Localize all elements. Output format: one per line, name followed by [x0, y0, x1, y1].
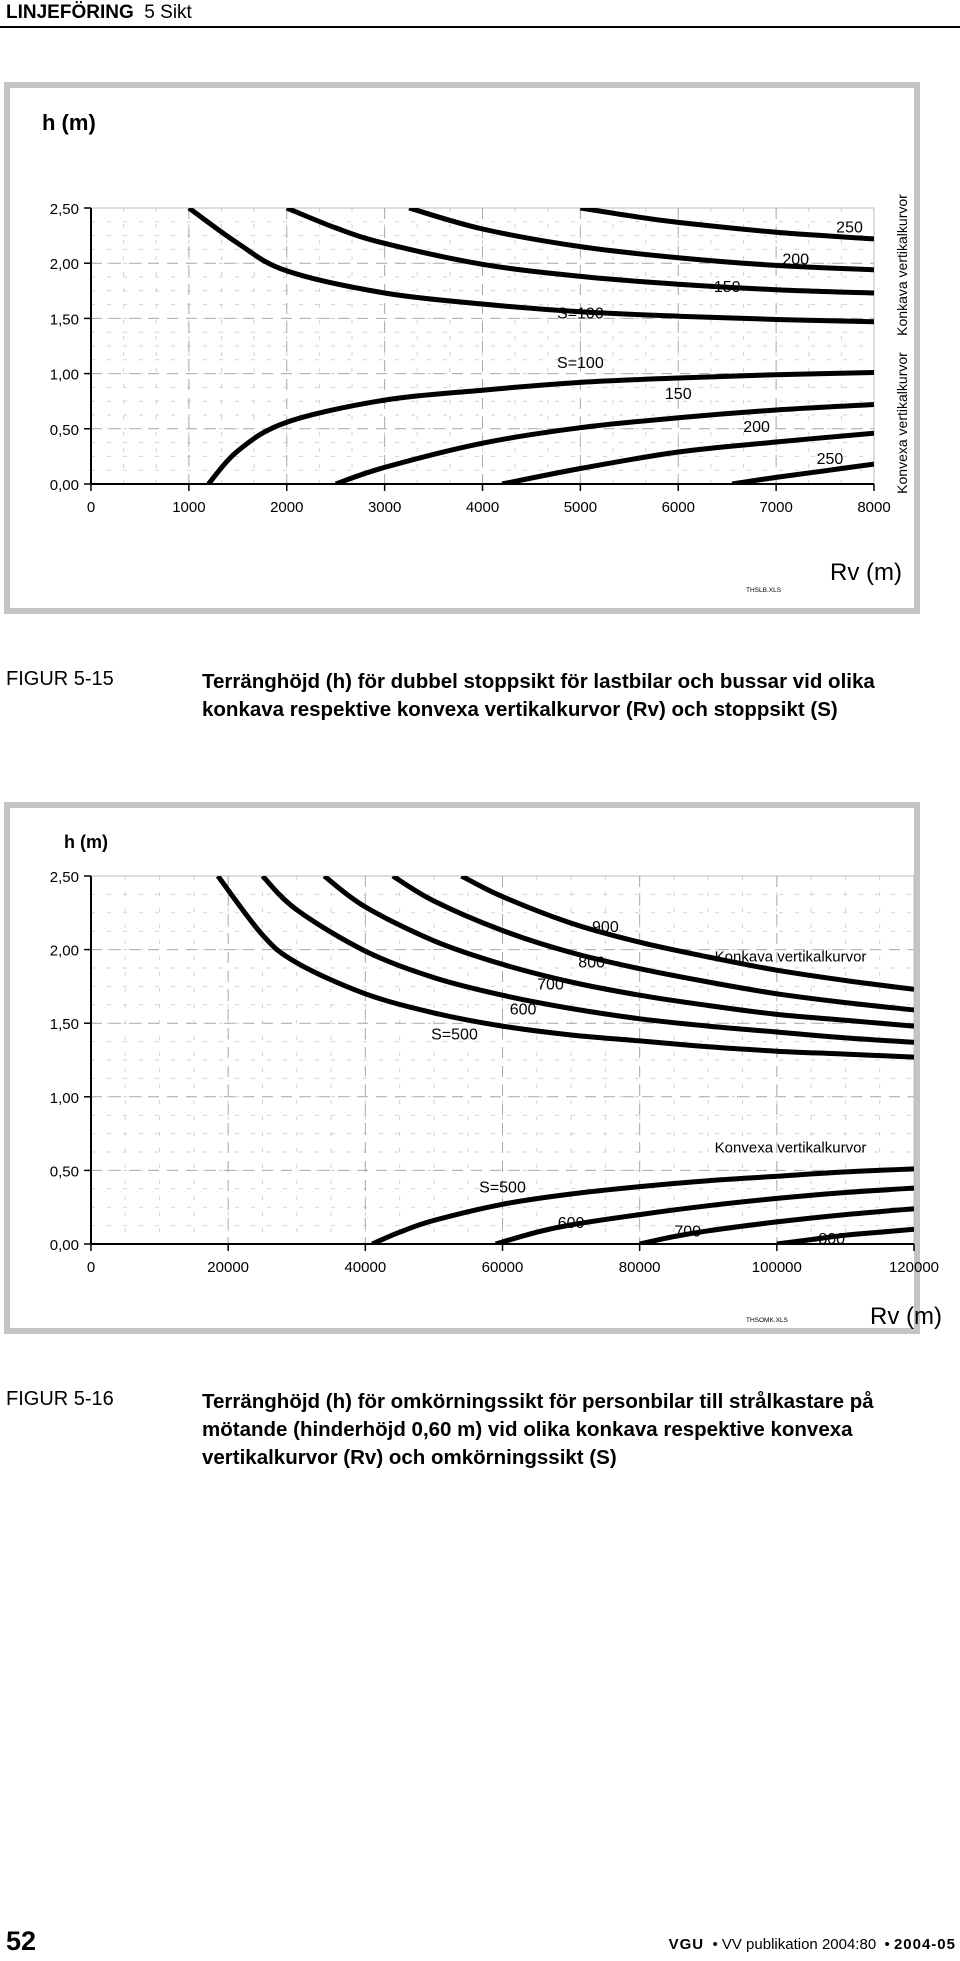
curve-konvexa-250 [732, 464, 874, 484]
y-tick-label: 1,50 [49, 1016, 79, 1034]
curve-label-konvexa-200: 200 [743, 419, 770, 437]
curve-label-konkava-800: 800 [578, 954, 606, 972]
x-tick-label: 6000 [661, 499, 695, 516]
curve-label-konvexa-s-500: S=500 [479, 1179, 526, 1197]
x-axis-title: Rv (m) [870, 1303, 942, 1330]
side-label-konvexa: Konvexa vertikalkurvor [894, 352, 910, 494]
x-tick-label: 40000 [344, 1259, 387, 1276]
curve-konkava-250 [580, 208, 874, 239]
curve-label-konvexa-600: 600 [557, 1214, 585, 1232]
figure-5-16-chart-panel [4, 802, 942, 1334]
figure-5-16-caption: Terränghöjd (h) för omkörningssikt för personbilar till strålkastare på mötande (hinderhöjd 0,60 m) vid olika konkava respektive konvexa vertikalkurvor (Rv) och omkörningssikt (S) [202, 1390, 874, 1469]
x-tick-label: 1000 [172, 499, 206, 516]
curve-label-konkava-600: 600 [509, 1001, 537, 1019]
x-tick-label: 120000 [888, 1259, 940, 1276]
y-tick-label: 0,00 [49, 1237, 79, 1254]
x-tick-label: 4000 [465, 499, 500, 516]
x-tick-label: 20000 [207, 1259, 250, 1276]
x-tick-label: 7000 [759, 499, 793, 516]
curve-konvexa-s-100 [208, 373, 874, 485]
y-axis-title: h (m) [64, 832, 108, 852]
y-tick-label: 1,00 [49, 366, 79, 384]
curve-label-konvexa-700: 700 [674, 1223, 702, 1241]
curve-label-konvexa-800: 800 [818, 1231, 846, 1248]
curve-label-konvexa-250: 250 [816, 451, 844, 469]
y-axis-title: h (m) [42, 110, 96, 135]
x-tick-label: 60000 [481, 1259, 524, 1276]
x-tick-label: 100000 [751, 1259, 802, 1276]
page-number: 52 [6, 1926, 37, 1956]
y-tick-label: 0,00 [49, 477, 79, 494]
curve-label-konkava-900: 900 [592, 918, 619, 936]
curve-label-konvexa-150: 150 [664, 385, 692, 403]
y-tick-label: 2,00 [49, 256, 79, 274]
footer-publication: VV publikation 2004:80 [721, 1936, 877, 1953]
y-tick-label: 2,50 [49, 201, 79, 218]
x-tick-label: 3000 [367, 499, 402, 516]
curve-label-konvexa-s-100: S=100 [557, 355, 604, 373]
x-tick-label: 0 [86, 1259, 96, 1276]
y-tick-label: 2,50 [49, 869, 79, 886]
running-header [6, 2, 192, 24]
figure-5-16-label: FIGUR 5-16 [6, 1388, 114, 1410]
curve-label-konkava-150: 150 [713, 278, 741, 296]
y-tick-label: 0,50 [49, 1163, 79, 1181]
x-tick-label: 80000 [618, 1259, 661, 1276]
side-label-konkava: Konkava vertikalkurvor [894, 194, 910, 336]
footer-publication-line: VGU • VV publikation 2004:80 • 2004-05 [668, 1936, 956, 1953]
x-tick-label: 0 [86, 499, 96, 516]
figure-5-15-label: FIGUR 5-15 [6, 668, 114, 690]
header-rule [0, 26, 960, 28]
y-tick-label: 1,50 [49, 311, 79, 329]
header-subsection: 5 Sikt [144, 2, 192, 23]
figure-5-16-chart [10, 808, 942, 1330]
figure-5-15-caption: Terränghöjd (h) för dubbel stoppsikt för lastbilar och bussar vid olika konkava respektive konvexa vertikalkurvor (Rv) och stoppsikt (S) [202, 670, 875, 721]
curve-label-konkava-250: 250 [836, 219, 863, 237]
curve-konkava-s-500 [218, 876, 914, 1057]
region-label-konkava: Konkava vertikalkurvor [714, 948, 867, 966]
curve-label-konkava-s-500: S=500 [431, 1026, 478, 1044]
y-tick-label: 2,00 [49, 942, 79, 960]
source-file-tag: THSLB.XLS [746, 587, 782, 594]
curves-group [218, 876, 914, 1244]
region-label-konvexa: Konvexa vertikalkurvor [714, 1139, 867, 1157]
figure-5-15-chart [10, 88, 914, 608]
x-axis-title: Rv (m) [830, 559, 902, 586]
curves-group [189, 208, 874, 484]
curve-konvexa-150 [336, 405, 874, 485]
figure-5-15-chart-panel [4, 82, 920, 614]
curve-label-konkava-s-100: S=100 [557, 305, 604, 323]
x-tick-label: 5000 [563, 499, 598, 516]
y-tick-label: 0,50 [49, 421, 79, 439]
x-tick-label: 2000 [270, 499, 304, 516]
y-tick-label: 1,00 [49, 1089, 79, 1107]
curve-label-konkava-700: 700 [537, 976, 564, 994]
source-file-tag: THSOMK.XLS [746, 1317, 788, 1324]
header-section: LINJEFÖRING [6, 2, 134, 23]
curve-label-konkava-200: 200 [782, 251, 810, 269]
footer-date: 2004-05 [893, 1936, 956, 1953]
footer-brand: VGU [668, 1936, 705, 1953]
x-tick-label: 8000 [857, 499, 891, 516]
